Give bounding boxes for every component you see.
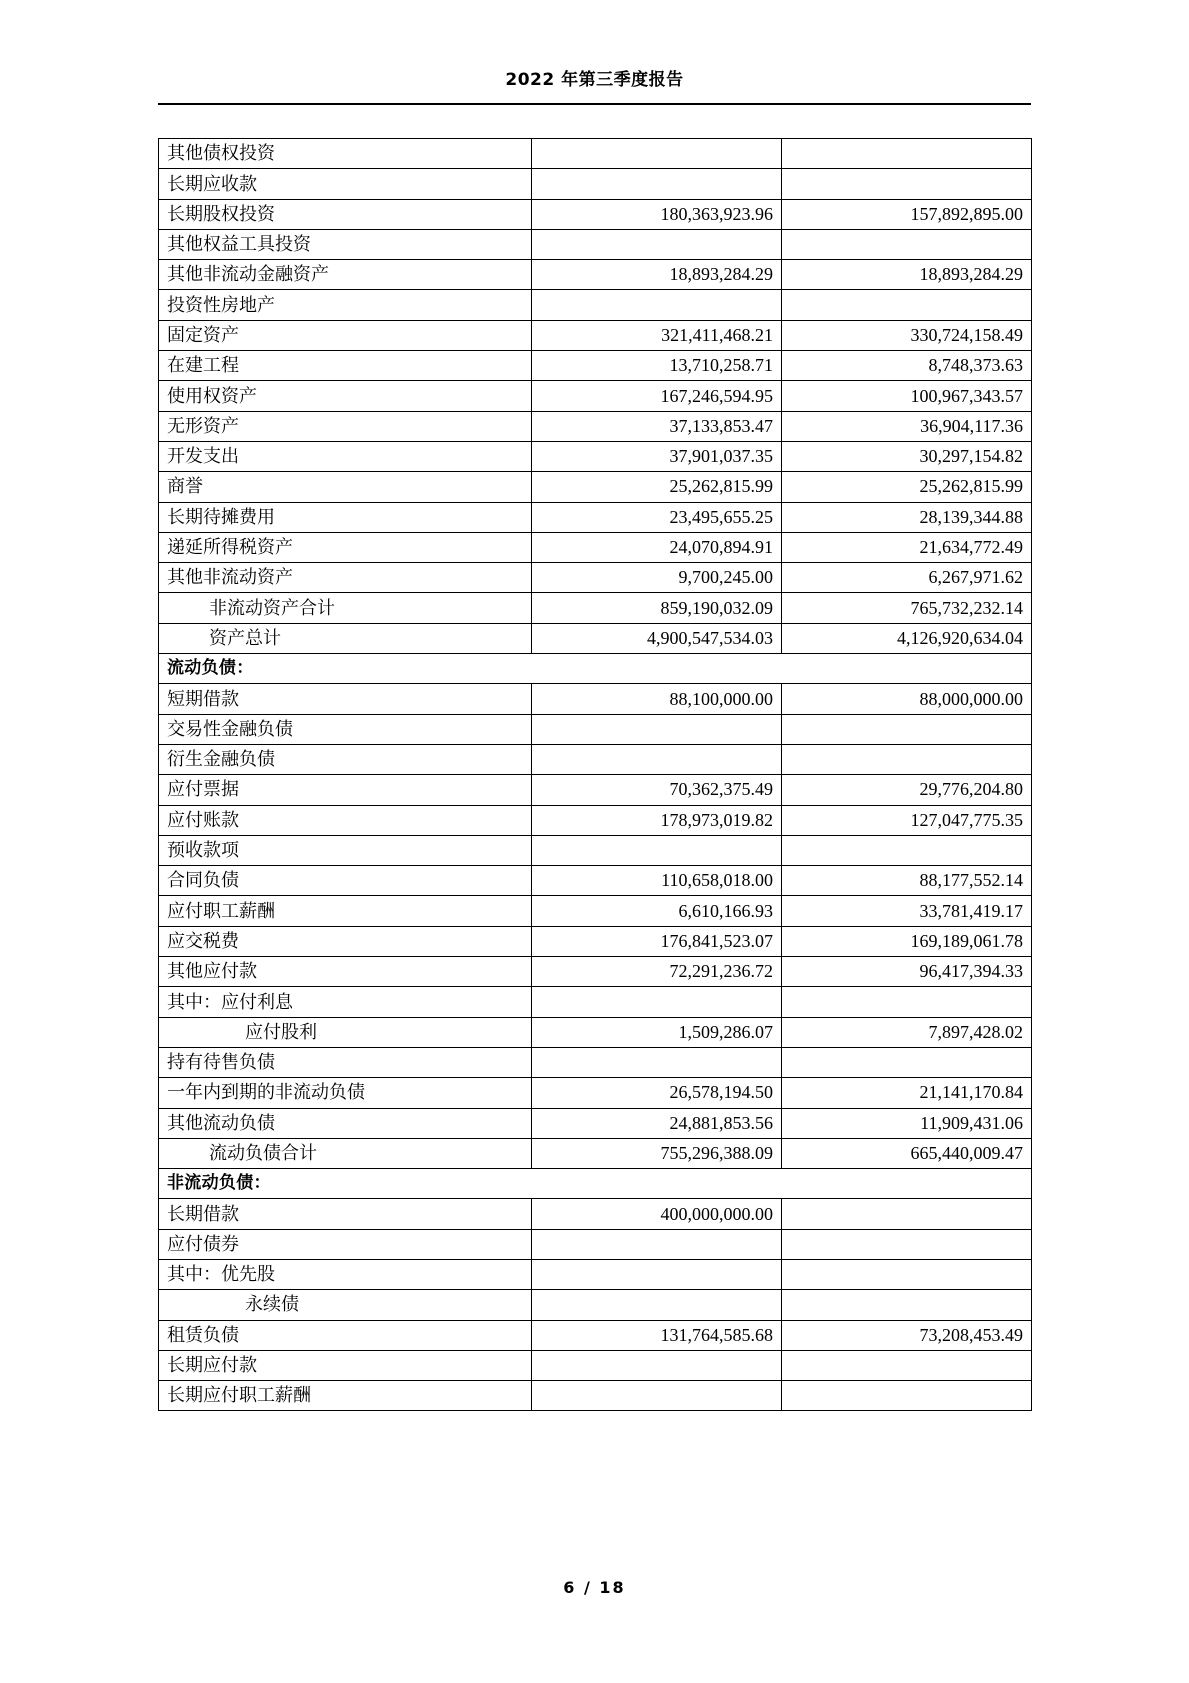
row-value-current-period: 110,658,018.00 (532, 866, 782, 896)
row-label: 其他债权投资 (159, 139, 532, 169)
row-value-current-period: 6,610,166.93 (532, 896, 782, 926)
row-value-prior-period: 100,967,343.57 (782, 381, 1032, 411)
table-section-row (159, 654, 1032, 684)
table-row (159, 411, 1032, 441)
row-value-prior-period (782, 290, 1032, 320)
table-row (159, 441, 1032, 471)
row-value-prior-period: 6,267,971.62 (782, 563, 1032, 593)
row-value-prior-period (782, 169, 1032, 199)
row-value-prior-period (782, 1199, 1032, 1229)
row-label: 在建工程 (159, 351, 532, 381)
running-header (0, 70, 1189, 90)
row-value-current-period: 4,900,547,534.03 (532, 623, 782, 653)
row-value-prior-period: 33,781,419.17 (782, 896, 1032, 926)
header-divider (158, 103, 1031, 105)
balance-sheet-table-container (158, 138, 1031, 1411)
row-label: 一年内到期的非流动负债 (159, 1078, 532, 1108)
row-value-current-period (532, 169, 782, 199)
row-label: 投资性房地产 (159, 290, 532, 320)
row-value-current-period (532, 290, 782, 320)
row-value-prior-period: 157,892,895.00 (782, 199, 1032, 229)
table-row (159, 1108, 1032, 1138)
table-row (159, 1017, 1032, 1047)
table-row (159, 563, 1032, 593)
row-label: 其他流动负债 (159, 1108, 532, 1138)
row-label: 无形资产 (159, 411, 532, 441)
row-value-current-period: 13,710,258.71 (532, 351, 782, 381)
table-row (159, 1199, 1032, 1229)
row-label: 非流动资产合计 (159, 593, 532, 623)
table-row (159, 684, 1032, 714)
row-label: 预收款项 (159, 835, 532, 865)
row-label: 长期应付款 (159, 1350, 532, 1380)
row-value-prior-period: 7,897,428.02 (782, 1017, 1032, 1047)
row-value-current-period (532, 1350, 782, 1380)
table-row (159, 1138, 1032, 1168)
row-value-current-period (532, 987, 782, 1017)
table-row (159, 381, 1032, 411)
row-value-current-period (532, 1290, 782, 1320)
row-value-current-period: 26,578,194.50 (532, 1078, 782, 1108)
row-value-current-period (532, 1259, 782, 1289)
row-value-current-period (532, 139, 782, 169)
row-value-current-period: 176,841,523.07 (532, 926, 782, 956)
row-label: 应交税费 (159, 926, 532, 956)
row-value-prior-period: 21,141,170.84 (782, 1078, 1032, 1108)
table-row (159, 532, 1032, 562)
row-value-current-period: 178,973,019.82 (532, 805, 782, 835)
row-value-current-period: 72,291,236.72 (532, 957, 782, 987)
table-row (159, 714, 1032, 744)
row-value-current-period: 37,133,853.47 (532, 411, 782, 441)
row-value-prior-period: 36,904,117.36 (782, 411, 1032, 441)
row-value-prior-period: 96,417,394.33 (782, 957, 1032, 987)
balance-sheet-body (159, 139, 1032, 1411)
row-value-current-period: 24,070,894.91 (532, 532, 782, 562)
row-value-prior-period (782, 1229, 1032, 1259)
row-value-current-period: 25,262,815.99 (532, 472, 782, 502)
table-section-row (159, 1169, 1032, 1199)
row-value-prior-period (782, 1381, 1032, 1411)
section-header-label: 流动负债： (159, 654, 1032, 684)
row-value-prior-period: 88,177,552.14 (782, 866, 1032, 896)
row-value-prior-period: 30,297,154.82 (782, 441, 1032, 471)
row-label: 开发支出 (159, 441, 532, 471)
table-row (159, 1047, 1032, 1077)
row-value-prior-period: 28,139,344.88 (782, 502, 1032, 532)
table-row (159, 1259, 1032, 1289)
row-value-prior-period (782, 229, 1032, 259)
row-label: 应付职工薪酬 (159, 896, 532, 926)
page-number: 6 / 18 (563, 1578, 626, 1597)
row-value-prior-period: 21,634,772.49 (782, 532, 1032, 562)
row-value-current-period (532, 714, 782, 744)
table-row (159, 472, 1032, 502)
row-value-current-period: 131,764,585.68 (532, 1320, 782, 1350)
row-value-prior-period (782, 1290, 1032, 1320)
row-value-prior-period: 25,262,815.99 (782, 472, 1032, 502)
table-row (159, 1381, 1032, 1411)
row-value-prior-period (782, 139, 1032, 169)
row-label: 应付股利 (159, 1017, 532, 1047)
table-row (159, 1078, 1032, 1108)
row-value-current-period: 167,246,594.95 (532, 381, 782, 411)
row-label: 交易性金融负债 (159, 714, 532, 744)
row-value-current-period (532, 1047, 782, 1077)
row-value-current-period: 23,495,655.25 (532, 502, 782, 532)
row-label: 合同负债 (159, 866, 532, 896)
table-row (159, 229, 1032, 259)
row-label: 其中：优先股 (159, 1259, 532, 1289)
table-row (159, 866, 1032, 896)
row-label: 长期应付职工薪酬 (159, 1381, 532, 1411)
table-row (159, 1290, 1032, 1320)
table-row (159, 1229, 1032, 1259)
row-label: 永续债 (159, 1290, 532, 1320)
row-value-prior-period: 765,732,232.14 (782, 593, 1032, 623)
row-value-current-period: 24,881,853.56 (532, 1108, 782, 1138)
row-value-current-period (532, 229, 782, 259)
table-row (159, 351, 1032, 381)
running-footer (0, 1578, 1189, 1598)
row-value-prior-period: 88,000,000.00 (782, 684, 1032, 714)
row-label: 其他应付款 (159, 957, 532, 987)
row-value-prior-period (782, 835, 1032, 865)
row-value-current-period: 9,700,245.00 (532, 563, 782, 593)
row-value-prior-period: 127,047,775.35 (782, 805, 1032, 835)
table-row (159, 260, 1032, 290)
row-label: 其他权益工具投资 (159, 229, 532, 259)
table-row (159, 169, 1032, 199)
row-label: 长期应收款 (159, 169, 532, 199)
row-value-prior-period: 169,189,061.78 (782, 926, 1032, 956)
row-label: 固定资产 (159, 320, 532, 350)
row-value-current-period: 755,296,388.09 (532, 1138, 782, 1168)
row-value-current-period (532, 744, 782, 774)
table-row (159, 139, 1032, 169)
report-title: 2022 年第三季度报告 (505, 70, 684, 90)
row-value-current-period: 88,100,000.00 (532, 684, 782, 714)
row-label: 衍生金融负债 (159, 744, 532, 774)
row-label: 持有待售负债 (159, 1047, 532, 1077)
row-value-current-period (532, 835, 782, 865)
row-value-current-period (532, 1229, 782, 1259)
row-value-current-period: 70,362,375.49 (532, 775, 782, 805)
table-row (159, 957, 1032, 987)
row-label: 短期借款 (159, 684, 532, 714)
table-row (159, 502, 1032, 532)
table-row (159, 987, 1032, 1017)
row-value-prior-period: 11,909,431.06 (782, 1108, 1032, 1138)
row-value-current-period: 37,901,037.35 (532, 441, 782, 471)
table-row (159, 926, 1032, 956)
table-row (159, 744, 1032, 774)
table-row (159, 1320, 1032, 1350)
row-label: 租赁负债 (159, 1320, 532, 1350)
row-label: 长期借款 (159, 1199, 532, 1229)
row-value-prior-period (782, 1350, 1032, 1380)
row-value-current-period: 321,411,468.21 (532, 320, 782, 350)
row-label: 商誉 (159, 472, 532, 502)
row-value-current-period (532, 1381, 782, 1411)
row-value-prior-period (782, 714, 1032, 744)
row-value-prior-period: 4,126,920,634.04 (782, 623, 1032, 653)
row-label: 应付账款 (159, 805, 532, 835)
row-value-prior-period (782, 1259, 1032, 1289)
row-value-current-period: 400,000,000.00 (532, 1199, 782, 1229)
row-value-prior-period: 29,776,204.80 (782, 775, 1032, 805)
row-value-prior-period: 18,893,284.29 (782, 260, 1032, 290)
row-value-current-period: 18,893,284.29 (532, 260, 782, 290)
row-label: 资产总计 (159, 623, 532, 653)
row-value-prior-period: 665,440,009.47 (782, 1138, 1032, 1168)
table-row (159, 199, 1032, 229)
row-value-prior-period (782, 1047, 1032, 1077)
table-row (159, 775, 1032, 805)
section-header-label: 非流动负债： (159, 1169, 1032, 1199)
row-value-prior-period (782, 744, 1032, 774)
table-row (159, 805, 1032, 835)
table-row (159, 290, 1032, 320)
row-label: 应付债券 (159, 1229, 532, 1259)
row-value-current-period: 859,190,032.09 (532, 593, 782, 623)
row-label: 其中：应付利息 (159, 987, 532, 1017)
row-value-prior-period: 73,208,453.49 (782, 1320, 1032, 1350)
row-value-prior-period: 330,724,158.49 (782, 320, 1032, 350)
row-value-current-period: 180,363,923.96 (532, 199, 782, 229)
table-row (159, 320, 1032, 350)
row-label: 其他非流动资产 (159, 563, 532, 593)
table-row (159, 1350, 1032, 1380)
row-label: 使用权资产 (159, 381, 532, 411)
row-value-current-period: 1,509,286.07 (532, 1017, 782, 1047)
row-value-prior-period: 8,748,373.63 (782, 351, 1032, 381)
row-label: 长期股权投资 (159, 199, 532, 229)
row-value-prior-period (782, 987, 1032, 1017)
row-label: 长期待摊费用 (159, 502, 532, 532)
table-row (159, 835, 1032, 865)
table-row (159, 593, 1032, 623)
row-label: 其他非流动金融资产 (159, 260, 532, 290)
balance-sheet-table (158, 138, 1032, 1411)
table-row (159, 623, 1032, 653)
table-row (159, 896, 1032, 926)
row-label: 应付票据 (159, 775, 532, 805)
row-label: 流动负债合计 (159, 1138, 532, 1168)
row-label: 递延所得税资产 (159, 532, 532, 562)
